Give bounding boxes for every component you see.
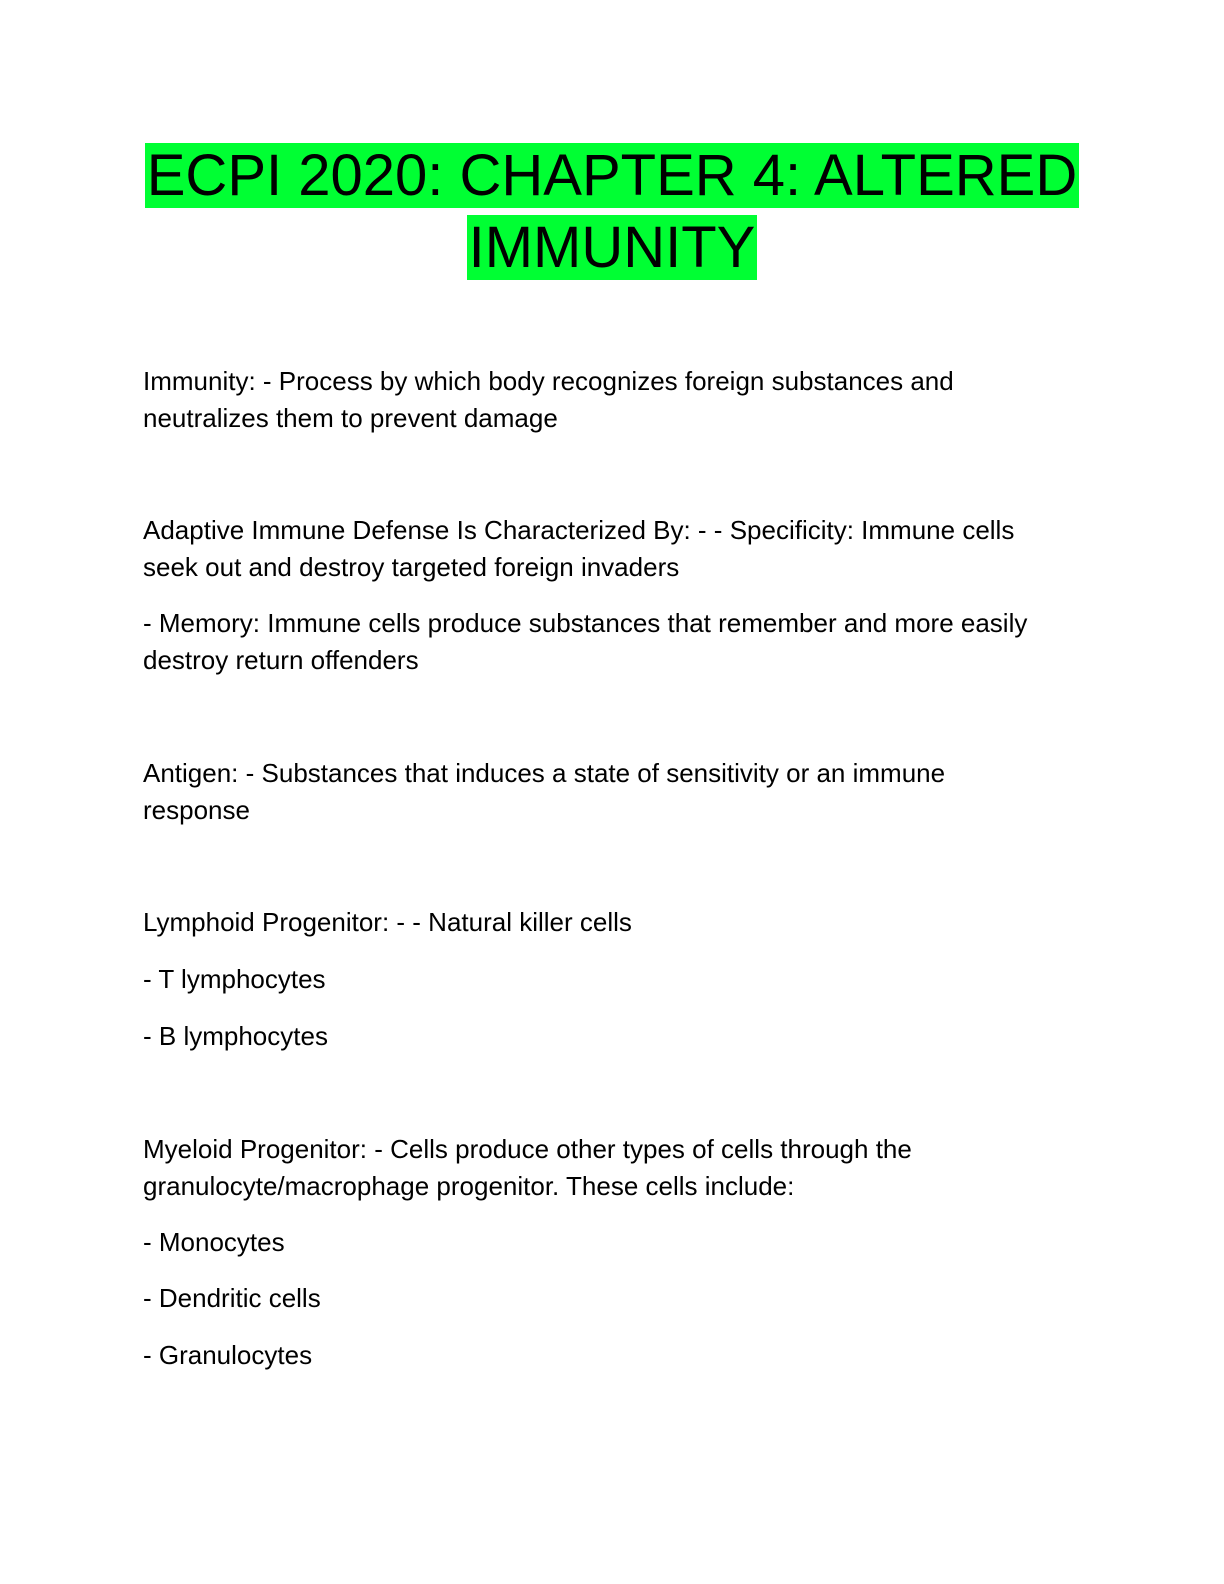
list-item-b-lymphocytes xyxy=(143,1018,1043,1055)
entry-immunity-text: Immunity: - Process by which body recognizes foreign substances and neutralizes them to prevent damage xyxy=(143,366,954,433)
list-item-t-lymphocytes xyxy=(143,961,1043,998)
list-item-granulocytes-text: - Granulocytes xyxy=(143,1340,313,1370)
entry-adaptive-memory xyxy=(143,605,1043,679)
entry-myeloid xyxy=(143,1131,1043,1205)
list-item-b-lymphocytes-text: - B lymphocytes xyxy=(143,1021,328,1051)
entry-lymphoid xyxy=(143,904,1043,941)
entry-lymphoid-text: Lymphoid Progenitor: - - Natural killer cells xyxy=(143,907,632,937)
title-line-2: IMMUNITY xyxy=(468,215,756,280)
list-item-t-lymphocytes-text: - T lymphocytes xyxy=(143,964,326,994)
list-item-granulocytes xyxy=(143,1337,1043,1374)
entry-myeloid-text: Myeloid Progenitor: - Cells produce other types of cells through the granulocyte/macrophage progenitor. These cells include: xyxy=(143,1134,912,1201)
entry-antigen xyxy=(143,755,1043,829)
entry-adaptive xyxy=(143,512,1043,586)
entry-immunity xyxy=(143,363,1043,437)
title-line-1: ECPI 2020: CHAPTER 4: ALTERED xyxy=(146,143,1078,208)
entry-adaptive-text: Adaptive Immune Defense Is Characterized By: - - Specificity: Immune cells seek out and destroy targeted foreign invaders xyxy=(143,515,1015,582)
list-item-dendritic-cells xyxy=(143,1280,1043,1317)
list-item-dendritic-cells-text: - Dendritic cells xyxy=(143,1283,321,1313)
document-title xyxy=(0,140,1224,284)
entry-antigen-text: Antigen: - Substances that induces a state of sensitivity or an immune response xyxy=(143,758,946,825)
entry-adaptive-memory-text: - Memory: Immune cells produce substances that remember and more easily destroy return offenders xyxy=(143,608,1028,675)
list-item-monocytes-text: - Monocytes xyxy=(143,1227,285,1257)
list-item-monocytes xyxy=(143,1224,1043,1261)
